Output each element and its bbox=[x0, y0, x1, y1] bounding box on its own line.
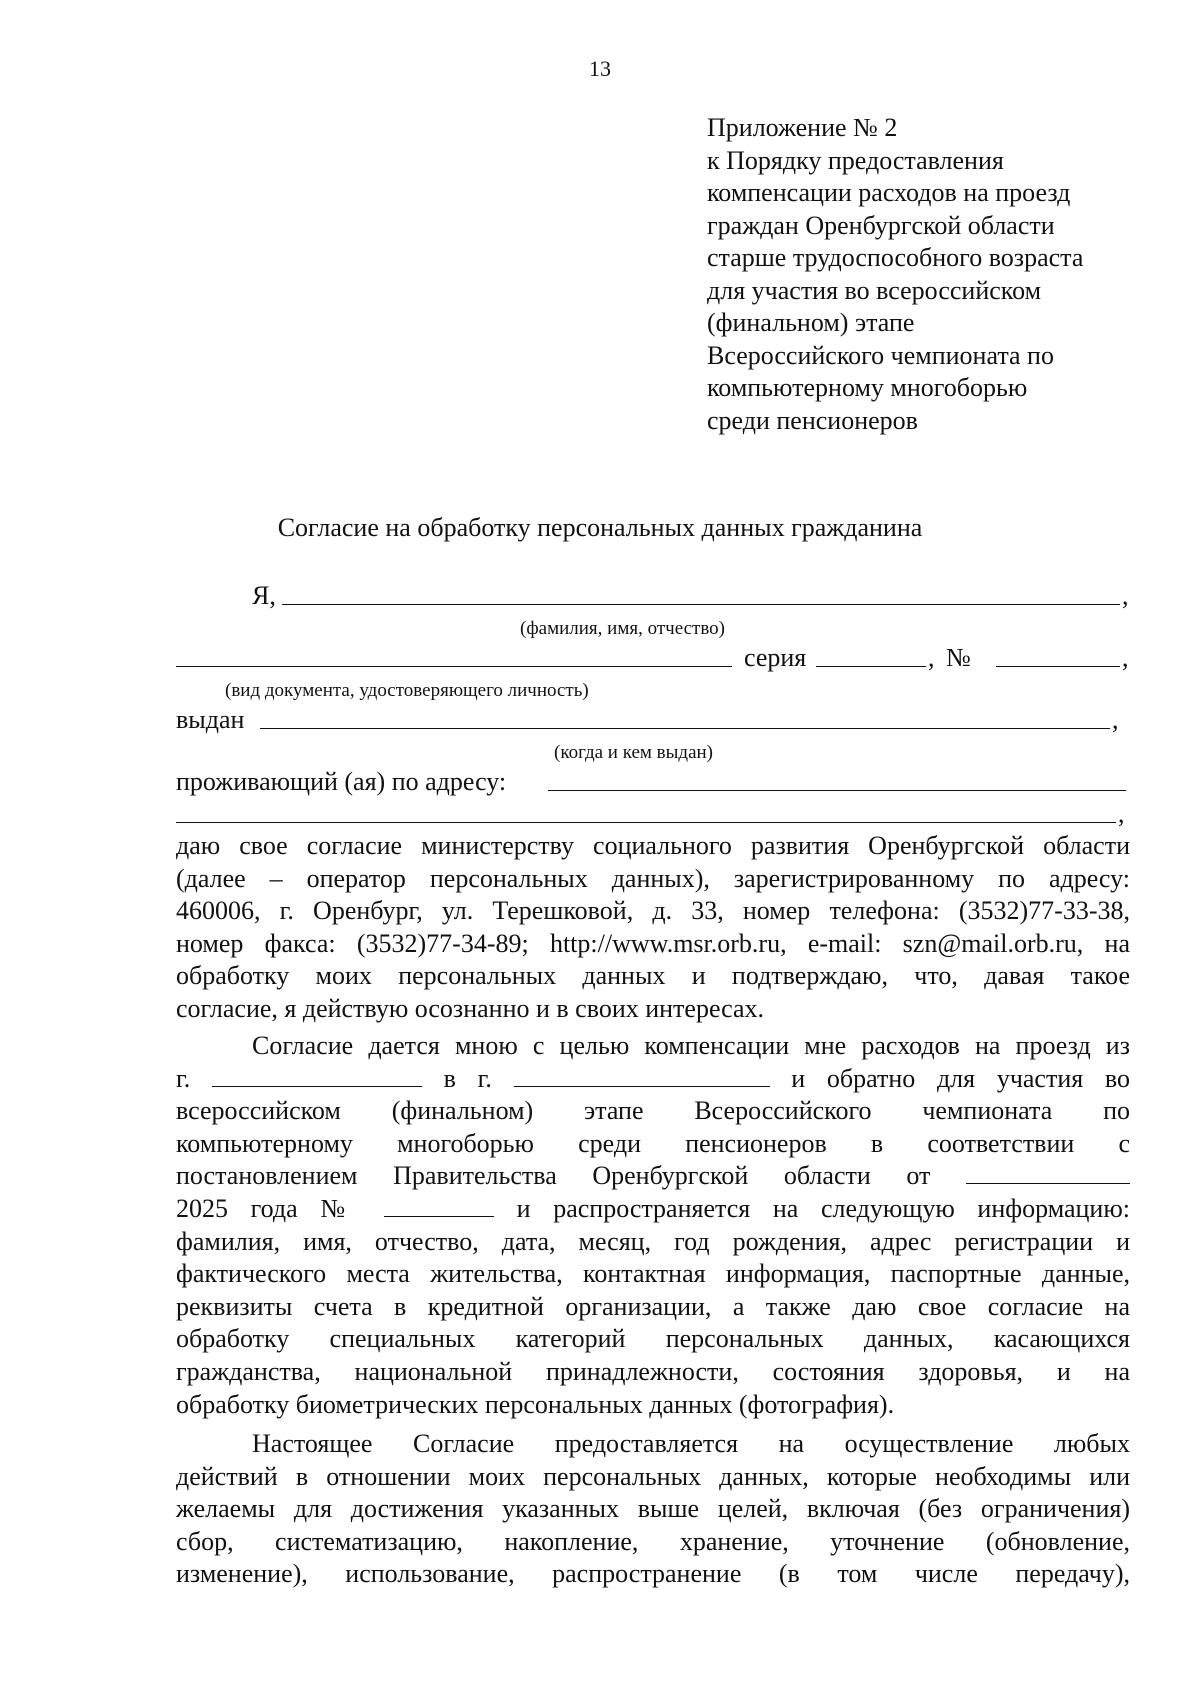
document-hint: (вид документа, удостоверяющего личность) bbox=[225, 680, 589, 701]
text-line: фамилия, имя, отчество, дата, месяц, год рождения, адрес регистрации и bbox=[176, 1226, 1130, 1256]
address-label: проживающий (ая) по адресу: bbox=[176, 767, 507, 796]
text-line: желаемы для достижения указанных выше целей, включая (без ограничения) bbox=[176, 1494, 1130, 1524]
issued-row bbox=[176, 704, 1130, 736]
text-line: Настоящее Согласие предоставляется на осуществление любых bbox=[252, 1429, 1130, 1458]
text-line: 460006, г. Оренбург, ул. Терешковой, д. 33, номер телефона: (3532)77-33-38, bbox=[176, 896, 1130, 926]
city-from-label: г. bbox=[176, 1063, 191, 1093]
comma: , bbox=[1118, 799, 1125, 828]
appendix-line: к Порядку предоставления bbox=[707, 145, 1004, 175]
number-field[interactable] bbox=[996, 642, 1120, 667]
text-line: изменение), использование, распространение (в том числе передачу), bbox=[176, 1559, 1130, 1589]
issued-field[interactable] bbox=[260, 704, 1110, 729]
number-label: № bbox=[946, 643, 971, 672]
address-row-2 bbox=[176, 798, 1130, 830]
text-fragment: 2025 года № bbox=[176, 1193, 362, 1223]
appendix-line: Приложение № 2 bbox=[707, 113, 898, 142]
comma: , bbox=[1112, 705, 1119, 734]
address-field-2[interactable] bbox=[176, 798, 1116, 823]
text-line: реквизиты счета в кредитной организации, а также даю свое согласие на bbox=[176, 1291, 1130, 1321]
series-label: серия bbox=[744, 643, 807, 672]
resolution-number-field[interactable] bbox=[384, 1194, 494, 1217]
appendix-line: старше трудоспособного возраста bbox=[707, 243, 1084, 272]
purpose-paragraph bbox=[176, 1030, 1130, 1421]
text-fragment: и обратно для участия во bbox=[791, 1063, 1131, 1093]
text-line: согласие, я действую осознанно и в своих интересах. bbox=[176, 993, 765, 1023]
issued-label: выдан bbox=[176, 705, 245, 734]
text-line: (далее – оператор персональных данных), зарегистрированному по адресу: bbox=[176, 863, 1130, 893]
text-line: гражданства, национальной принадлежности, состояния здоровья, и на bbox=[176, 1356, 1130, 1386]
text-line: обработку моих персональных данных и подтверждаю, что, давая такое bbox=[176, 961, 1130, 991]
city-to-field[interactable] bbox=[514, 1064, 770, 1087]
text-line: номер факса: (3532)77-34-89; http://www.msr.orb.ru, e-mail: szn@mail.orb.ru, на bbox=[176, 928, 1130, 958]
text-fragment: постановлением Правительства Оренбургской области от bbox=[176, 1161, 931, 1191]
text-line: Согласие дается мною с целью компенсации мне расходов на проезд из bbox=[252, 1031, 1130, 1060]
address-row bbox=[176, 766, 1130, 798]
text-line: действий в отношении моих персональных данных, которые необходимы или bbox=[176, 1461, 1130, 1491]
resolution-number-line bbox=[176, 1193, 1130, 1226]
fio-hint: (фамилия, имя, отчество) bbox=[520, 618, 726, 639]
consent-paragraph bbox=[176, 830, 1130, 1026]
document-type-field[interactable] bbox=[176, 642, 732, 667]
comma: , bbox=[1122, 581, 1129, 610]
page-number: 13 bbox=[589, 56, 611, 81]
resolution-date-field[interactable] bbox=[966, 1161, 1130, 1184]
travel-cities-line bbox=[176, 1063, 1130, 1096]
series-field[interactable] bbox=[816, 642, 926, 667]
city-from-field[interactable] bbox=[212, 1064, 422, 1087]
appendix-header bbox=[707, 112, 1147, 437]
fio-field[interactable] bbox=[282, 580, 1120, 605]
appendix-line: Всероссийского чемпионата по bbox=[707, 340, 1054, 370]
appendix-line: компенсации расходов на проезд bbox=[707, 178, 1071, 207]
text-line: сбор, систематизацию, накопление, хранение, уточнение (обновление, bbox=[176, 1526, 1130, 1556]
issued-hint: (когда и кем выдан) bbox=[554, 742, 714, 763]
text-line: обработку биометрических персональных данных (фотография). bbox=[176, 1389, 895, 1419]
text-line: компьютерному многоборью среди пенсионеров в соответствии с bbox=[176, 1128, 1130, 1158]
text-line: фактического места жительства, контактная информация, паспортные данные, bbox=[176, 1259, 1130, 1289]
text-line: обработку специальных категорий персональных данных, касающихся bbox=[176, 1324, 1130, 1354]
appendix-line: (финальном) этапе bbox=[707, 308, 915, 337]
appendix-line: для участия во всероссийском bbox=[707, 275, 1042, 305]
i-label: Я, bbox=[252, 581, 276, 610]
scope-paragraph bbox=[176, 1428, 1130, 1591]
city-to-label: в г. bbox=[443, 1063, 492, 1093]
appendix-line: среди пенсионеров bbox=[707, 405, 918, 435]
comma: , bbox=[1122, 643, 1129, 672]
resolution-line bbox=[176, 1160, 1130, 1193]
text-line: даю свое согласие министерству социального развития Оренбургской области bbox=[176, 831, 1130, 860]
appendix-line: граждан Оренбургской области bbox=[707, 210, 1055, 240]
text-fragment: и распространяется на следующую информацию: bbox=[516, 1193, 1130, 1223]
text-line: всероссийском (финальном) этапе Всероссийского чемпионата по bbox=[176, 1096, 1130, 1126]
document-row bbox=[176, 642, 1130, 674]
comma: , bbox=[928, 643, 935, 672]
document-title: Согласие на обработку персональных данных гражданина bbox=[277, 513, 923, 542]
fio-row bbox=[176, 580, 1130, 612]
address-field[interactable] bbox=[548, 766, 1126, 791]
appendix-line: компьютерному многоборью bbox=[707, 373, 1028, 402]
